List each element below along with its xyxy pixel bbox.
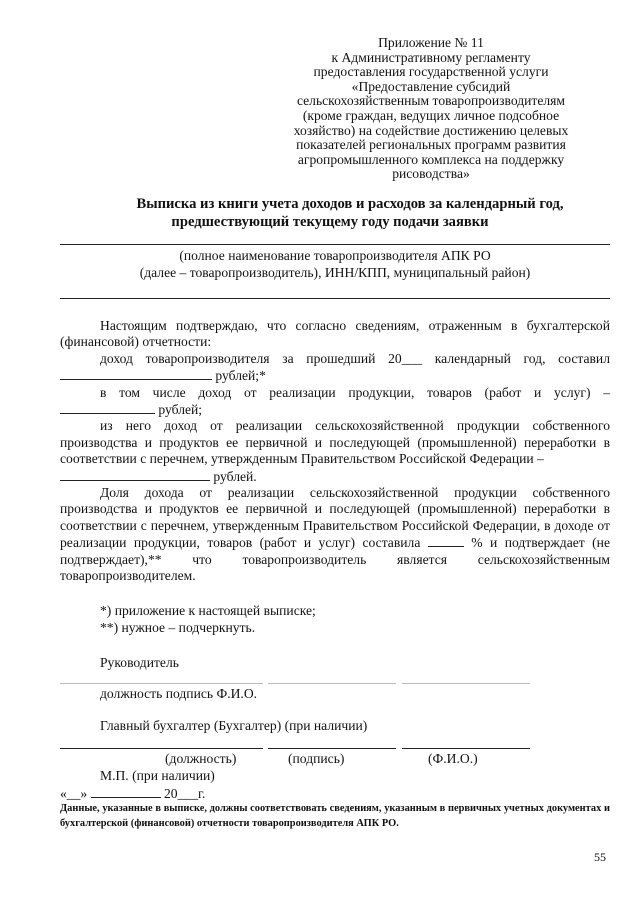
producer-fill-line — [60, 244, 610, 245]
income-sales-line: в том числе доход от реализации продукции, товаров (работ и услуг) – — [100, 384, 610, 400]
share-text-b: % и подтверждает (не подтверждает),** что товаропроизводитель является сельскохозяйственным товаропроизводителем. — [60, 535, 610, 584]
appendix-line: хозяйство) на содействие достижению целевых — [293, 122, 569, 138]
appendix-line: (кроме граждан, ведущих личное подсобное — [302, 107, 560, 123]
head-label: Руководитель — [100, 655, 179, 670]
appendix-header — [270, 36, 592, 182]
amount-blank — [60, 367, 212, 380]
appendix-line: предоставления государственной услуги — [313, 64, 549, 80]
appendix-line: к Административному регламенту — [331, 49, 531, 65]
producer-caption-line-2: (далее – товаропроизводитель), ИНН/КПП, муниципальный район) — [139, 265, 531, 280]
appendix-line: показателей региональных программ развития — [296, 137, 566, 153]
accountant-position-line — [60, 748, 263, 749]
appendix-line: сельскохозяйственным товаропроизводителям — [296, 93, 566, 109]
head-position-line — [60, 683, 263, 684]
caption-name: (Ф.И.О.) — [428, 751, 478, 766]
currency-text: рублей;* — [215, 368, 266, 384]
date-line — [60, 785, 205, 802]
income-total-line: доход товаропроизводителя за прошедший 20___ календарный год, составил — [100, 350, 610, 366]
accountant-name-line — [402, 748, 530, 749]
footnote-1: *) приложение к настоящей выписке; — [100, 603, 316, 618]
statement-intro: Настоящим подтверждаю, что согласно сведениям, отраженным в бухгалтерской (финансовой) отчетности: — [60, 318, 610, 350]
income-sales-amount — [60, 401, 610, 418]
statement-body — [60, 318, 610, 585]
producer-fill-line-2 — [60, 298, 610, 299]
date-month-blank — [91, 785, 161, 798]
income-agri-amount — [60, 468, 610, 485]
amount-blank — [60, 401, 155, 414]
appendix-line: «Предоставление субсидий — [351, 78, 511, 94]
page-number: 55 — [594, 850, 606, 864]
appendix-line: рисоводства» — [392, 166, 470, 182]
head-caption: должность подпись Ф.И.О. — [100, 686, 258, 701]
stamp-label: М.П. (при наличии) — [100, 768, 215, 783]
head-name-line — [402, 683, 530, 684]
appendix-line: агропромышленного комплекса на поддержку — [297, 151, 565, 167]
accountant-signature-line — [268, 748, 396, 749]
currency-text: рублей. — [213, 468, 257, 484]
amount-blank — [60, 468, 210, 481]
caption-signature: (подпись) — [288, 751, 345, 766]
caption-position: (должность) — [165, 751, 237, 766]
accountant-label: Главный бухгалтер (Бухгалтер) (при наличии) — [100, 718, 368, 733]
currency-text: рублей; — [158, 402, 203, 418]
data-note: Данные, указанные в выписке, должны соответствовать сведениям, указанным в первичных учетных документах и бухгалтерской (финансовой) отчетности товаропроизводителя АПК РО. — [60, 803, 610, 829]
share-text-a: Доля дохода от реализации сельскохозяйственной продукции собственного производства и продуктов ее первичной и последующей (промышленной) переработки в соответствии с перечнем, утвержденным Правительством Российской Федерации, в доходе от реализации продукции, товаров (работ и услуг) составила — [60, 485, 610, 551]
document-title-line-2: предшествующий текущему году подачи заявки — [171, 214, 489, 230]
income-total-amount — [60, 367, 610, 384]
date-day: «__» — [60, 786, 88, 801]
appendix-line: Приложение № 11 — [378, 35, 484, 50]
footnote-2: **) нужное – подчеркнуть. — [100, 620, 256, 635]
date-year: 20___г. — [164, 786, 206, 801]
producer-caption-line-1: (полное наименование товаропроизводителя АПК РО — [179, 248, 491, 263]
head-signature-line — [268, 683, 396, 684]
income-agri-text: из него доход от реализации сельскохозяйственной продукции собственного производства и продуктов ее первичной и последующей (промышленной) переработки в соответствии с перечнем, утвержденным Правительством Российской Федерации – — [60, 418, 610, 467]
percent-blank — [428, 534, 464, 547]
income-share-text — [60, 485, 610, 584]
document-title-line-1: Выписка из книги учета доходов и расходов за календарный год, — [136, 196, 564, 212]
